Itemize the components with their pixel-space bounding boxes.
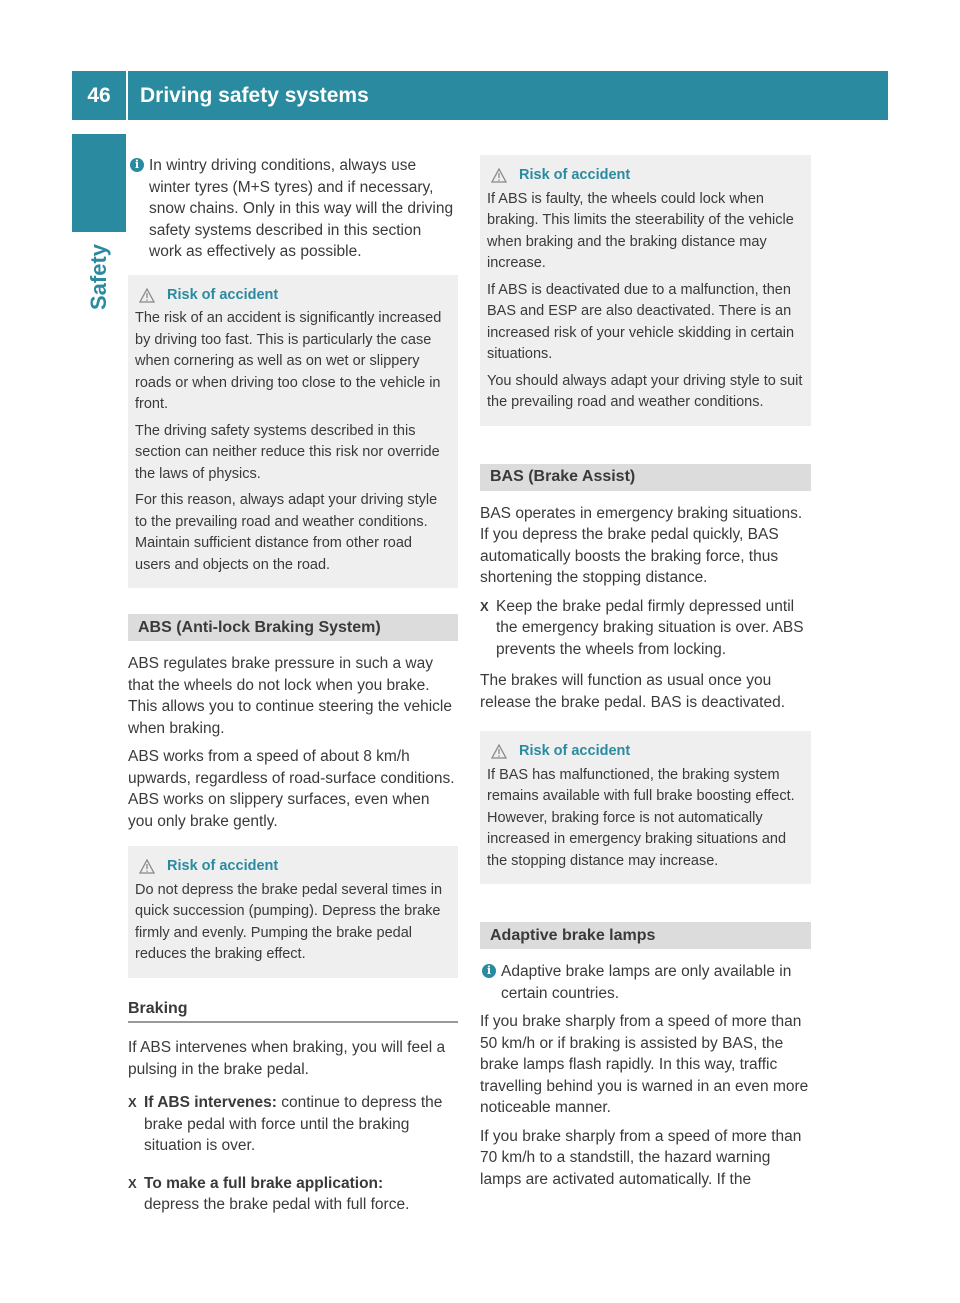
warning-box <box>480 155 811 426</box>
warning-paragraph: If ABS is faulty, the wheels could lock when braking. This limits the steerability of the vehicle when braking and the braking distance may increase. <box>487 190 794 271</box>
warning-title: Risk of accident <box>167 858 279 874</box>
warning-paragraph: If ABS is deactivated due to a malfunction, then BAS and ESP are also deactivated. There is an increased risk of your vehicle skidding in certain situations. <box>487 281 795 362</box>
warning-paragraph: The risk of an accident is significantly increased by driving too fast. This is particularly the case when cornering as well as on wet or slippery roads or when driving too close to the vehicle in front. <box>135 310 442 412</box>
braking-heading: Braking <box>128 998 458 1024</box>
step-item <box>128 1092 458 1157</box>
warning-box <box>128 275 458 589</box>
side-tab-block <box>72 134 126 232</box>
page-number: 46 <box>87 83 111 107</box>
warning-box <box>128 846 458 978</box>
info-note <box>480 961 811 1004</box>
warning-paragraph: The driving safety systems described in this section can neither reduce this risk nor override the laws of physics. <box>135 422 440 482</box>
warning-paragraph: Do not depress the brake pedal several times in quick succession (pumping). Depress the brake firmly and evenly. Pumping the brake pedal reduces the braking effect. <box>135 881 443 962</box>
warning-triangle-icon <box>491 744 507 759</box>
step-arrow-icon: X <box>480 598 489 614</box>
abs-paragraph: ABS works from a speed of about 8 km/h upwards, regardless of road-surface conditions. ABS works on slippery surfaces, even when you only brake gently. <box>128 748 455 830</box>
bas-heading: BAS (Brake Assist) <box>480 464 811 491</box>
step-label: If ABS intervenes: <box>144 1094 277 1111</box>
bas-paragraph: The brakes will function as usual once you release the brake pedal. BAS is deactivated. <box>480 672 786 711</box>
step-text: depress the brake pedal with full force. <box>144 1196 410 1213</box>
left-column <box>128 155 458 1226</box>
section-title: Driving safety systems <box>140 83 369 107</box>
info-icon: i <box>130 158 144 172</box>
step-text: continue to depress the brake pedal with force until the braking situation is over. <box>144 1094 443 1154</box>
warning-title: Risk of accident <box>519 167 631 183</box>
abs-paragraph: ABS regulates brake pressure in such a way that the wheels do not lock when you brake. This allows you to continue steering the vehicle when braking. <box>128 655 452 737</box>
braking-paragraph: If ABS intervenes when braking, you will feel a pulsing in the brake pedal. <box>128 1039 446 1078</box>
step-item <box>480 596 811 661</box>
header-divider <box>126 71 128 120</box>
lamps-paragraph: If you brake sharply from a speed of more than 70 km/h to a standstill, the hazard warning lamps are activated automatically. If the <box>480 1127 802 1188</box>
warning-paragraph: For this reason, always adapt your driving style to the prevailing road and weather conditions. Maintain sufficient distance from other road users and objects on the road. <box>135 492 438 573</box>
warning-box <box>480 731 811 884</box>
warning-paragraph: You should always adapt your driving style to suit the prevailing road and weather conditions. <box>487 372 803 410</box>
info-note-text: Adaptive brake lamps are only available in certain countries. <box>501 963 792 1002</box>
adaptive-lamps-heading: Adaptive brake lamps <box>480 922 811 949</box>
step-text: Keep the brake pedal firmly depressed until the emergency braking situation is over. ABS prevents the wheels from locking. <box>496 597 804 658</box>
step-arrow-icon: X <box>128 1095 137 1110</box>
info-icon: i <box>482 964 496 978</box>
warning-triangle-icon <box>139 288 155 303</box>
bas-paragraph: BAS operates in emergency braking situations. If you depress the brake pedal quickly, BAS automatically boosts the braking force, thus shortening the stopping distance. <box>480 504 803 586</box>
warning-header <box>135 856 451 878</box>
side-tab-label: Safety <box>86 243 111 311</box>
info-note <box>128 155 458 263</box>
warning-header <box>135 285 451 307</box>
warning-header <box>487 165 804 187</box>
step-item <box>128 1173 458 1216</box>
lamps-paragraph: If you brake sharply from a speed of more than 50 km/h or if braking is assisted by BAS, the brake lamps flash rapidly. In this way, traffic travelling behind you is warned in an even more noticeable manner. <box>480 1013 809 1116</box>
warning-triangle-icon <box>139 859 155 874</box>
abs-heading: ABS (Anti-lock Braking System) <box>128 614 458 641</box>
warning-paragraph: If BAS has malfunctioned, the braking system remains available with full brake boosting effect. However, braking force is not automatically increased in emergency braking situations and the stopping distance may increase. <box>487 766 795 869</box>
info-note-text: In wintry driving conditions, always use winter tyres (M+S tyres) and if necessary, snow chains. Only in this way will the driving safety systems described in this section work as effectively as possible. <box>149 157 454 260</box>
warning-title: Risk of accident <box>519 743 631 759</box>
warning-triangle-icon <box>491 168 507 183</box>
warning-title: Risk of accident <box>167 286 279 303</box>
step-label: To make a full brake application: <box>144 1174 384 1192</box>
right-column <box>480 155 811 1197</box>
step-arrow-icon: X <box>128 1175 137 1191</box>
warning-header <box>487 741 804 763</box>
